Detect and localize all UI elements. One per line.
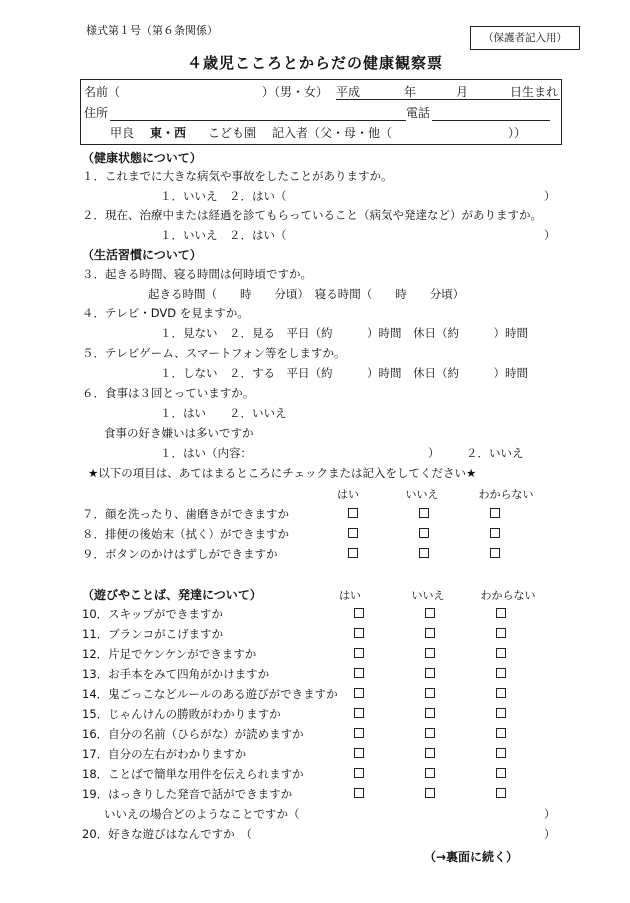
page-title: ４歳児こころとからだの健康観察票 (186, 54, 443, 72)
name-label: 名前（ (84, 85, 121, 99)
checkbox-unknown[interactable] (496, 788, 506, 798)
question-6b-close: ） (428, 446, 440, 460)
address-label: 住所 (84, 106, 109, 120)
writer-close: ）） (508, 126, 527, 140)
col-header-yes: はい (339, 589, 361, 602)
checkbox-yes[interactable] (348, 528, 358, 538)
checkbox-yes[interactable] (348, 548, 358, 558)
checkbox-no[interactable] (425, 788, 435, 798)
question-3-answer[interactable]: 起きる時間（ 時 分頃） 寝る時間（ 時 分頃） (148, 287, 465, 301)
month-label: 月 (456, 85, 469, 99)
checklist-item: 17．自分の左右がわかりますか (82, 747, 247, 761)
question-3: ３．起きる時間、寝る時間は何時頃ですか。 (82, 267, 312, 281)
checklist-item: 16．自分の名前（ひらがな）が読めますか (82, 727, 304, 741)
instruction-text: ★以下の項目は、あてはまるところにチェックまたは記入をしてください★ (88, 466, 477, 480)
checklist-item: 18．ことばで簡単な用件を伝えられますか (82, 767, 304, 781)
question-6-answer[interactable]: １．はい ２．いいえ (160, 406, 287, 420)
checkbox-yes[interactable] (348, 508, 358, 518)
question-19-followup[interactable]: いいえの場合どのようなことですか（ (104, 807, 300, 821)
checkbox-unknown[interactable] (496, 628, 506, 638)
checklist-item: 19．はっきりした発音で話ができますか (82, 787, 293, 801)
col-header-no: いいえ (405, 488, 439, 501)
checkbox-no[interactable] (425, 668, 435, 678)
question-1-close: ） (544, 189, 556, 203)
era-label: 平成 (336, 85, 361, 99)
writer-label: 記入者（父・母・他（ (272, 126, 393, 140)
checkbox-yes[interactable] (354, 688, 364, 698)
question-19-close: ） (544, 807, 556, 821)
section-health: （健康状態について） (82, 151, 202, 165)
kodomoen-label: こども園 (208, 126, 257, 140)
checklist-item: 11．ブランコがこげますか (82, 627, 224, 641)
section-habits: （生活習慣について） (82, 248, 202, 262)
checkbox-yes[interactable] (354, 708, 364, 718)
question-5: ５．テレビゲーム、スマートフォン等をしますか。 (82, 346, 346, 360)
address-field[interactable] (110, 105, 406, 121)
checkbox-no[interactable] (419, 548, 429, 558)
question-6b-answer-yes[interactable]: １．はい（内容： (160, 446, 252, 460)
col-header-unknown: わからない (478, 488, 534, 501)
question-2-options[interactable]: １．いいえ ２．はい（ (160, 228, 287, 242)
checklist-item: ８．排便の後始末（拭く）ができますか (82, 527, 289, 541)
checkbox-unknown[interactable] (496, 748, 506, 758)
guardian-label-box: （保護者記入用） (470, 26, 580, 50)
checkbox-no[interactable] (425, 648, 435, 658)
form-number: 様式第１号（第６条関係） (86, 24, 218, 37)
checkbox-yes[interactable] (354, 728, 364, 738)
checkbox-yes[interactable] (354, 648, 364, 658)
question-5-answer[interactable]: １．しない ２．する 平日（約 ）時間 休日（約 ）時間 (160, 366, 528, 380)
question-6: ６．食事は３回とっていますか。 (82, 386, 255, 400)
gender-label: ）（男・女） (262, 85, 329, 99)
checkbox-unknown[interactable] (496, 708, 506, 718)
checkbox-no[interactable] (425, 748, 435, 758)
checkbox-no[interactable] (425, 728, 435, 738)
checkbox-no[interactable] (419, 508, 429, 518)
phone-label: 電話 (406, 106, 431, 120)
question-6b-answer-no[interactable]: ２．いいえ (466, 446, 524, 460)
checkbox-unknown[interactable] (496, 728, 506, 738)
checkbox-unknown[interactable] (496, 688, 506, 698)
birthday-label: 日生まれ (510, 85, 559, 99)
checklist-item: ７．顔を洗ったり、歯磨きができますか (82, 507, 289, 521)
checklist-item: 12．片足でケンケンができますか (82, 647, 257, 661)
checkbox-yes[interactable] (354, 748, 364, 758)
checkbox-yes[interactable] (354, 768, 364, 778)
checkbox-no[interactable] (425, 628, 435, 638)
east-west-label: 東・西 (150, 126, 187, 140)
checkbox-unknown[interactable] (496, 668, 506, 678)
checkbox-unknown[interactable] (496, 768, 506, 778)
checkbox-unknown[interactable] (490, 548, 500, 558)
checkbox-yes[interactable] (354, 788, 364, 798)
question-4: ４．テレビ・DVD を見ますか。 (82, 306, 249, 320)
checklist-item: ９．ボタンのかけはずしができますか (82, 547, 278, 561)
col-header-unknown: わからない (480, 589, 536, 602)
question-2-close: ） (544, 228, 556, 242)
checkbox-no[interactable] (425, 708, 435, 718)
section-play: （遊びやことば、発達について） (82, 588, 262, 602)
year-label: 年 (404, 85, 417, 99)
checkbox-yes[interactable] (354, 668, 364, 678)
checkbox-yes[interactable] (354, 628, 364, 638)
checklist-item: 13．お手本をみて四角がかけますか (82, 667, 270, 681)
question-20[interactable]: 20．好きな遊びはなんですか （ (82, 827, 252, 841)
checkbox-no[interactable] (419, 528, 429, 538)
kora-label: 甲良 (110, 126, 135, 140)
checkbox-yes[interactable] (354, 608, 364, 618)
checkbox-no[interactable] (425, 768, 435, 778)
question-2: ２．現在、治療中または経過を診てもらっていること（病気や発達など）がありますか。 (82, 208, 542, 222)
question-1-options[interactable]: １．いいえ ２．はい（ (160, 189, 287, 203)
checkbox-unknown[interactable] (496, 608, 506, 618)
phone-field[interactable] (432, 105, 550, 121)
question-6b: 食事の好き嫌いは多いですか (104, 426, 254, 440)
checklist-item: 14．鬼ごっこなどルールのある遊びができますか (82, 687, 338, 701)
col-header-no: いいえ (411, 589, 445, 602)
checkbox-unknown[interactable] (490, 528, 500, 538)
question-1: １．これまでに大きな病気や事故をしたことがありますか。 (82, 169, 393, 183)
question-4-answer[interactable]: １．見ない ２．見る 平日（約 ）時間 休日（約 ）時間 (160, 326, 528, 340)
checklist-item: 15．じゃんけんの勝敗がわかりますか (82, 707, 281, 721)
checkbox-unknown[interactable] (496, 648, 506, 658)
continue-note: （→裏面に続く） (424, 850, 519, 864)
checkbox-no[interactable] (425, 608, 435, 618)
question-20-close: ） (544, 827, 556, 841)
checkbox-no[interactable] (425, 688, 435, 698)
col-header-yes: はい (337, 488, 359, 501)
checklist-item: 10．スキップができますか (82, 607, 223, 621)
checkbox-unknown[interactable] (490, 508, 500, 518)
